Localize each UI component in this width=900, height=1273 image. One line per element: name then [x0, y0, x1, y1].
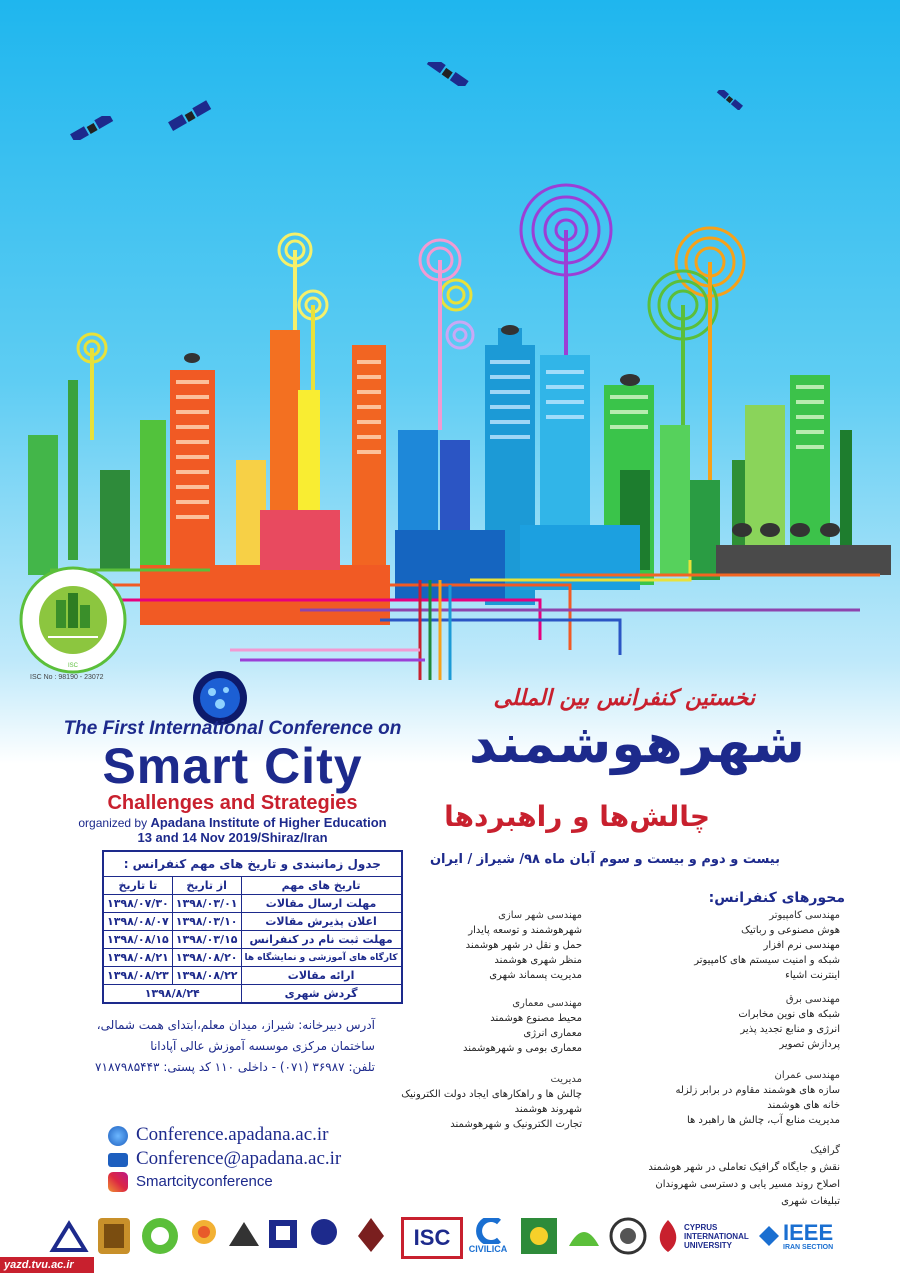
partner-logo [266, 1213, 300, 1259]
partner-logo [608, 1213, 648, 1259]
topic-item: پردازش تصویر [779, 1039, 840, 1050]
cyprus-text: INTERNATIONAL [684, 1231, 749, 1241]
topic-heading: گرافیک [810, 1145, 840, 1156]
instagram-icon [108, 1172, 128, 1192]
table-caption: جدول زمانبندی و تاریخ های مهم کنفرانس : [103, 851, 402, 877]
topic-item: هوش مصنوعی و رباتیک [741, 925, 840, 936]
table-cell: مهلت ارسال مقالات [241, 895, 402, 913]
partner-logo [94, 1213, 134, 1259]
table-cell: ۱۳۹۸/۸/۲۴ [103, 985, 241, 1004]
english-subtitle: Challenges and Strategies [107, 792, 358, 814]
topic-item: شهرهوشمند و توسعه پایدار [468, 925, 582, 936]
topic-item: خانه های هوشمند [767, 1100, 840, 1111]
english-top-line: The First International Conference on [63, 718, 402, 739]
table-cell: ۱۳۹۸/۰۸/۰۷ [103, 913, 172, 931]
persian-subtitle: نخستین کنفرانس بین المللی [493, 686, 755, 711]
table-cell: ۱۳۹۸/۰۸/۱۵ [103, 931, 172, 949]
city-skyline-illustration [0, 180, 900, 680]
watermark: yazd.tvu.ac.ir [0, 1257, 94, 1273]
table-cell: ارائه مقالات [241, 967, 402, 985]
table-cell: گردش شهری [241, 985, 402, 1004]
topic-item: منظر شهری هوشمند [494, 955, 582, 966]
topic-group [640, 1068, 840, 1128]
topic-group [600, 1142, 840, 1210]
table-header: تاریخ های مهم [241, 877, 402, 895]
topic-group [382, 908, 582, 983]
partner-logo [564, 1213, 604, 1259]
partner-logo [304, 1213, 344, 1259]
topic-item: شبکه های نوین مخابرات [738, 1009, 840, 1020]
table-cell: اعلان پذیرش مقالات [241, 913, 402, 931]
partner-logo [226, 1213, 262, 1259]
cyprus-text: CYPRUS [684, 1222, 718, 1232]
table-header: تا تاریخ [103, 877, 172, 895]
partner-logo [184, 1213, 224, 1259]
address-line: آدرس دبیرخانه: شیراز، میدان معلم،ابتدای همت شمالی، [96, 1018, 375, 1032]
topic-heading: مهندسی معماری [512, 998, 582, 1009]
table-cell: مهلت ثبت نام در کنفرانس [241, 931, 402, 949]
table-header: از تاریخ [172, 877, 241, 895]
cyprus-university-logo [655, 1213, 755, 1259]
topic-item: حمل و نقل در شهر هوشمند [465, 940, 582, 951]
email-link[interactable]: Conference@apadana.ac.ir [136, 1148, 342, 1169]
topic-group [362, 1072, 582, 1132]
topic-item: سازه های هوشمند مقاوم در برابر زلزله [675, 1085, 840, 1096]
table-cell: کارگاه های آموزشی و نمایشگاه ها [241, 949, 402, 967]
table-row [103, 985, 402, 1004]
conference-badge-logo [18, 565, 128, 675]
topic-item: اینترنت اشیاء [785, 970, 840, 981]
civilica-text: CIVILICA [468, 1244, 508, 1254]
persian-date-line: بیست و دوم و بیست و سوم آبان ماه ۹۸/ شیراز / ایران [429, 852, 780, 867]
partner-logo [138, 1213, 182, 1259]
table-row [103, 949, 402, 967]
table-cell: ۱۳۹۸/۰۳/۰۱ [172, 895, 241, 913]
isc-number: ISC No : 98190 - 23072 [30, 674, 104, 681]
globe-icon [108, 1126, 128, 1146]
table-cell: ۱۳۹۸/۰۸/۲۰ [172, 949, 241, 967]
topic-item: مدیریت پسماند شهری [489, 970, 582, 981]
topic-heading: مهندسی کامپیوتر [769, 910, 840, 921]
table-cell: ۱۳۹۸/۰۸/۲۱ [103, 949, 172, 967]
topic-heading: مهندسی عمران [774, 1070, 840, 1081]
instagram-link[interactable]: Smartcityconference [136, 1172, 273, 1190]
topic-item: مدیریت منابع آب، چالش ها راهبرد ها [686, 1115, 840, 1126]
organizer-line [50, 815, 415, 830]
organizer-name: Apadana Institute of Higher Education [150, 815, 387, 830]
table-row [103, 913, 402, 931]
isc-logo: ISC [401, 1217, 463, 1259]
topic-group [382, 996, 582, 1056]
topic-heading: مدیریت [550, 1074, 582, 1085]
table-cell: ۱۳۹۸/۰۸/۲۲ [172, 967, 241, 985]
ieee-subtext: IRAN SECTION [783, 1243, 834, 1251]
partner-logo [350, 1213, 392, 1259]
table-cell: ۱۳۹۸/۰۷/۳۰ [103, 895, 172, 913]
table-cell: ۱۳۹۸/۰۸/۲۳ [103, 967, 172, 985]
topic-group [640, 908, 840, 983]
topic-heading: مهندسی برق [785, 994, 840, 1005]
table-row [103, 895, 402, 913]
persian-tagline: چالش‌ها و راهبردها [444, 800, 710, 833]
topic-item: معماری بومی و شهرهوشمند [462, 1043, 582, 1054]
table-row [103, 967, 402, 985]
civilica-logo [462, 1213, 514, 1259]
topic-group [640, 992, 840, 1052]
website-line[interactable] [108, 1124, 329, 1146]
address-block [0, 1015, 375, 1078]
topic-item: شبکه و امنیت سیستم های کامپیوتر [694, 955, 840, 966]
address-line: ساختمان مرکزی موسسه آموزش عالی آپادانا [150, 1039, 375, 1053]
topic-item: تبلیغات شهری [781, 1196, 840, 1207]
satellite-icon [168, 100, 214, 132]
table-cell: ۱۳۹۸/۰۳/۱۵ [172, 931, 241, 949]
organizer-prefix: organized by [78, 816, 148, 830]
ieee-logo [758, 1213, 846, 1259]
cyprus-text: UNIVERSITY [684, 1240, 733, 1250]
table-row [103, 931, 402, 949]
topic-item: معماری انرژی [523, 1028, 582, 1039]
svg-text:ISC: ISC [67, 663, 79, 669]
english-main-title: Smart City [102, 738, 363, 794]
topics-title: محورهای کنفرانس: [708, 890, 845, 906]
ieee-text: IEEE [783, 1219, 834, 1245]
topic-item: محیط مصنوع هوشمند [490, 1013, 582, 1024]
english-date: 13 and 14 Nov 2019/Shiraz/Iran [137, 830, 328, 845]
mail-icon [108, 1153, 128, 1167]
partner-logo [48, 1213, 90, 1259]
topic-item: اصلاح روند مسیر یابی و دسترسی شهروندان [655, 1179, 840, 1190]
topic-item: مهندسی نرم افزار [763, 940, 840, 951]
table-cell: ۱۳۹۸/۰۳/۱۰ [172, 913, 241, 931]
topic-item: نقش و جایگاه گرافیک تعاملی در شهر هوشمند [648, 1162, 840, 1173]
satellite-icon [715, 90, 745, 110]
topic-item: چالش ها و راهکارهای ایجاد دولت الکترونیک [401, 1089, 582, 1100]
important-dates-table [102, 850, 403, 1004]
satellite-icon [425, 62, 471, 86]
email-line[interactable] [108, 1148, 341, 1170]
satellite-icon [70, 116, 116, 140]
instagram-line[interactable] [108, 1172, 273, 1192]
partner-logo [518, 1213, 560, 1259]
topic-item: انرژی و منابع تجدید پذیر [740, 1024, 840, 1035]
topic-item: تجارت الکترونیک و شهرهوشمند [450, 1119, 582, 1130]
topic-heading: مهندسی شهر سازی [498, 910, 582, 921]
topic-item: شهروند هوشمند [514, 1104, 582, 1115]
phone-line: تلفن: ۳۶۹۸۷ (۰۷۱) - داخلی ۱۱۰ کد پستی: ۷۱۸۷۹۸۵۴۴۳ [95, 1060, 375, 1074]
english-title-block [50, 718, 415, 845]
website-link[interactable]: Conference.apadana.ac.ir [136, 1124, 329, 1145]
persian-main-title: شهرهوشمند [468, 712, 805, 775]
